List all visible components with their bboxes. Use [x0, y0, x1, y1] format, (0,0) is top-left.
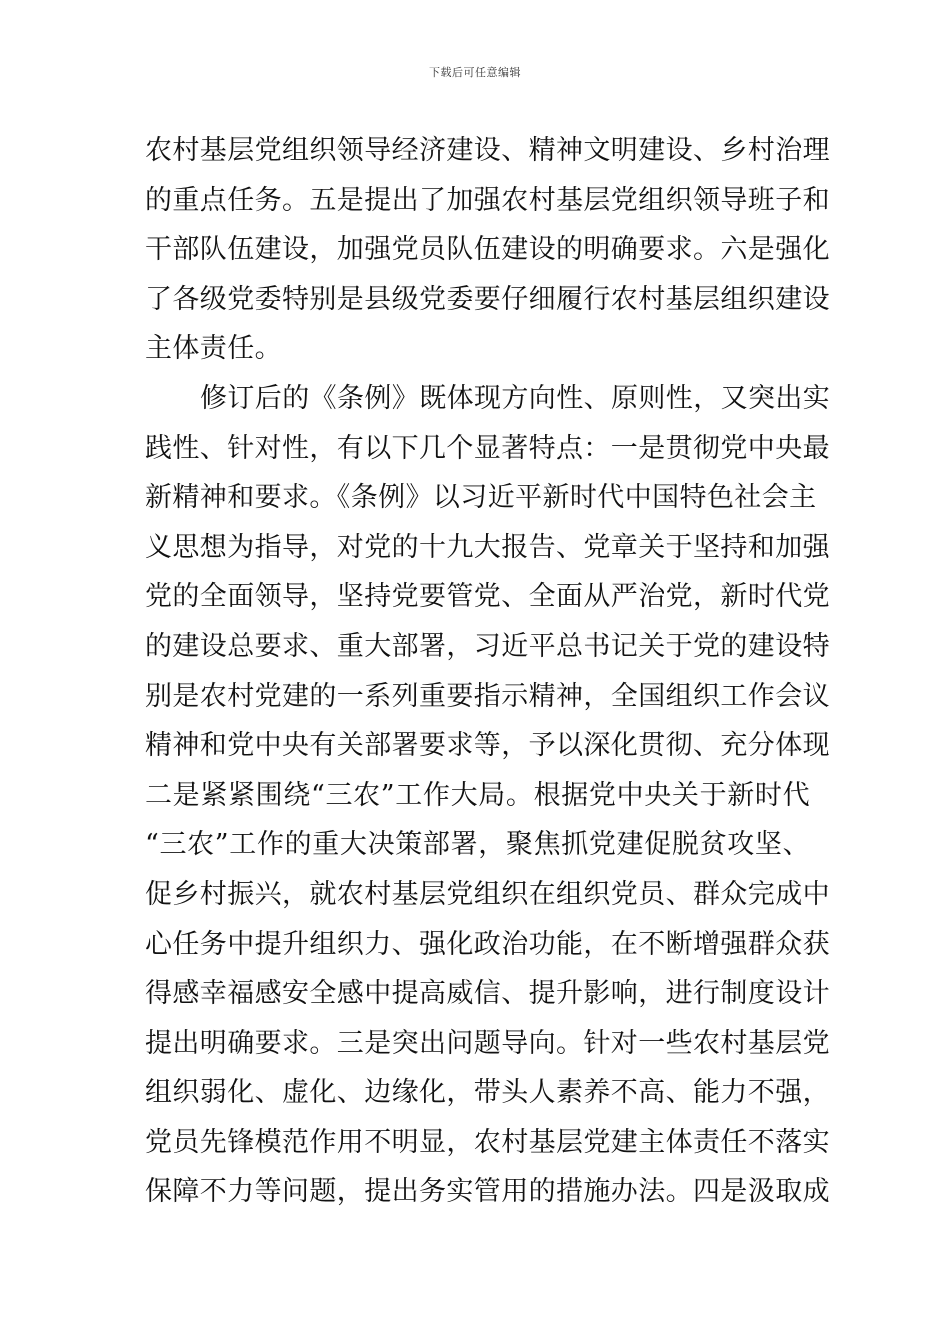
text-line: 别是农村党建的一系列重要指示精神，全国组织工作会议 [145, 680, 830, 712]
text-line: 党的全面领导，坚持党要管党、全面从严治党，新时代党 [145, 581, 830, 613]
text-line: 提出明确要求。三是突出问题导向。针对一些农村基层党 [145, 1027, 830, 1059]
text-line: 了各级党委特别是县级党委要仔细履行农村基层组织建设 [145, 283, 830, 315]
text-line: 主体责任。 [145, 333, 282, 365]
text-line: 党员先锋模范作用不明显，农村基层党建主体责任不落实 [145, 1126, 830, 1158]
text-line: 二是紧紧围绕“三农”工作大局。根据党中央关于新时代 [145, 779, 810, 811]
text-line: 新精神和要求。《条例》以习近平新时代中国特色社会主 [145, 482, 817, 514]
text-line: 组织弱化、虚化、边缘化，带头人素养不高、能力不强， [145, 1077, 830, 1109]
text-line: 农村基层党组织领导经济建设、精神文明建设、乡村治理 [145, 135, 830, 166]
text-line: 保障不力等问题，提出务实管用的措施办法。四是汲取成 [145, 1176, 830, 1208]
text-line: 干部队伍建设，加强党员队伍建设的明确要求。六是强化 [145, 234, 830, 266]
page-header: 下载后可任意编辑 [429, 66, 521, 79]
text-line: 践性、针对性，有以下几个显著特点：一是贯彻党中央最 [145, 432, 830, 464]
text-line: “三农”工作的重大决策部署，聚焦抓党建促脱贫攻坚、 [145, 829, 810, 861]
text-line: 的重点任务。五是提出了加强农村基层党组织领导班子和 [145, 184, 830, 216]
text-line: 心任务中提升组织力、强化政治功能，在不断增强群众获 [145, 928, 830, 960]
text-line: 的建设总要求、重大部署，习近平总书记关于党的建设特 [145, 630, 830, 662]
text-line: 精神和党中央有关部署要求等，予以深化贯彻、充分体现 [145, 730, 830, 762]
text-line: 得感幸福感安全感中提高威信、提升影响，进行制度设计 [145, 978, 830, 1010]
paragraph-first-line: 修订后的《条例》既体现方向性、原则性，又突出实 [200, 382, 831, 414]
document-body [145, 126, 831, 1217]
text-line: 义思想为指导，对党的十九大报告、党章关于坚持和加强 [145, 531, 830, 563]
text-line: 促乡村振兴，就农村基层党组织在组织党员、群众完成中 [145, 878, 830, 910]
